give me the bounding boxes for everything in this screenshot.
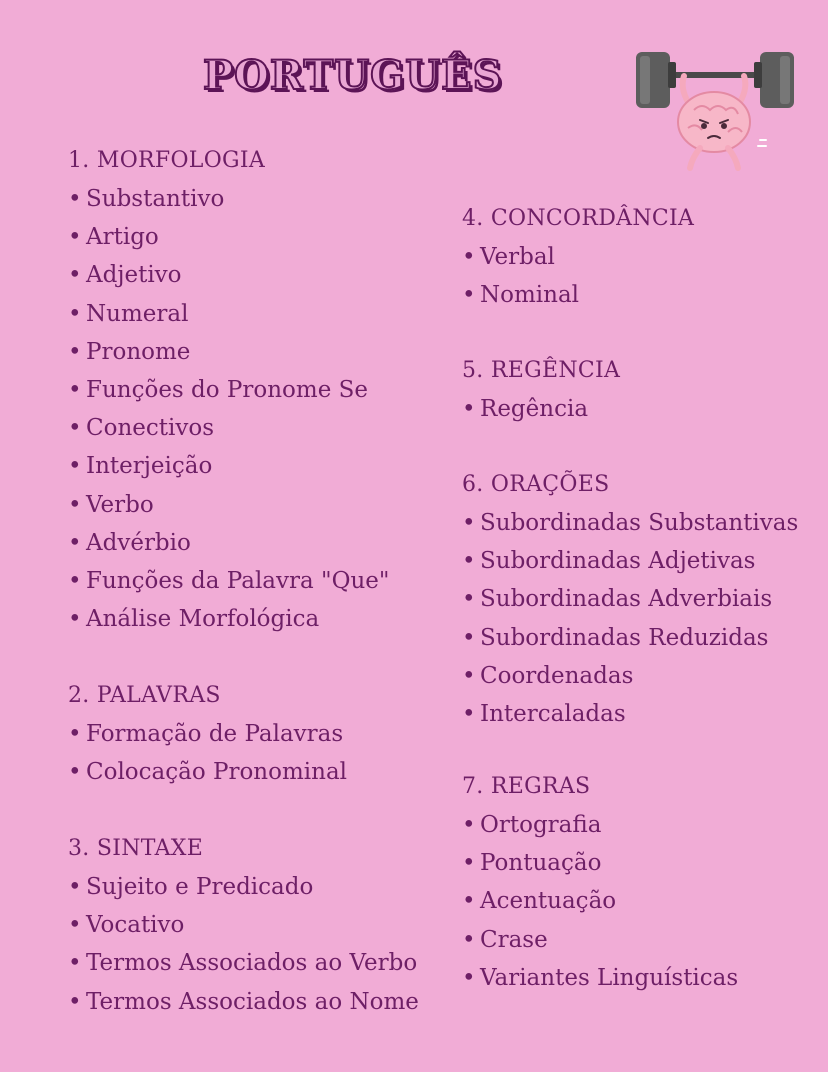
list-item: • Regência: [462, 396, 589, 422]
list-item: • Funções do Pronome Se: [68, 376, 368, 403]
page-title: PORTUGUÊS: [203, 52, 503, 99]
list-item: • Intercaladas: [462, 700, 626, 727]
section-palavras: [68, 677, 347, 791]
list-item: • Coordenadas: [462, 662, 634, 689]
list-item: • Colocação Pronominal: [68, 759, 348, 786]
section-sintaxe: [68, 830, 419, 1021]
section-heading: 5. REGÊNCIA: [462, 358, 621, 383]
section-heading: 3. SINTAXE: [68, 836, 204, 861]
section-concordancia: [462, 200, 694, 314]
list-item: • Funções da Palavra "Que": [68, 567, 390, 594]
section-heading: 1. MORFOLOGIA: [68, 148, 266, 173]
section-heading: 2. PALAVRAS: [68, 683, 221, 708]
section-regencia: [462, 352, 620, 428]
list-item: • Subordinadas Adverbiais: [462, 586, 773, 613]
brain-lifting-barbell-icon: [632, 44, 798, 174]
section-heading: 6. ORAÇÕES: [462, 472, 610, 497]
list-item: • Pronome: [68, 338, 191, 365]
list-item: • Análise Morfológica: [68, 606, 320, 633]
list-item: • Nominal: [462, 282, 580, 309]
list-item: • Verbo: [68, 491, 154, 518]
list-item: • Interjeição: [68, 453, 213, 480]
list-item: • Numeral: [68, 300, 189, 327]
list-item: • Conectivos: [68, 415, 214, 442]
list-item: • Sujeito e Predicado: [68, 874, 314, 900]
section-heading: 4. CONCORDÂNCIA: [462, 206, 695, 231]
list-item: • Verbal: [462, 244, 555, 270]
list-item: • Crase: [462, 926, 548, 953]
list-item: • Subordinadas Substantivas: [462, 510, 799, 536]
list-item: • Formação de Palavras: [68, 721, 344, 747]
list-item: • Adjetivo: [68, 262, 182, 289]
section-oracoes: [462, 466, 798, 733]
list-item: • Variantes Linguísticas: [462, 964, 739, 991]
list-item: • Pontuação: [462, 850, 602, 877]
list-item: • Termos Associados ao Verbo: [68, 950, 418, 977]
list-item: • Advérbio: [68, 529, 191, 556]
list-item: • Substantivo: [68, 186, 225, 212]
list-item: • Artigo: [68, 224, 159, 251]
list-item: • Ortografia: [462, 812, 602, 838]
list-item: • Termos Associados ao Nome: [68, 988, 419, 1015]
list-item: • Subordinadas Reduzidas: [462, 624, 769, 651]
list-item: • Subordinadas Adjetivas: [462, 548, 756, 575]
section-regras: [462, 768, 738, 997]
list-item: • Vocativo: [68, 912, 185, 939]
list-item: • Acentuação: [462, 888, 617, 915]
section-morfologia: [68, 142, 389, 638]
section-heading: 7. REGRAS: [462, 774, 591, 799]
